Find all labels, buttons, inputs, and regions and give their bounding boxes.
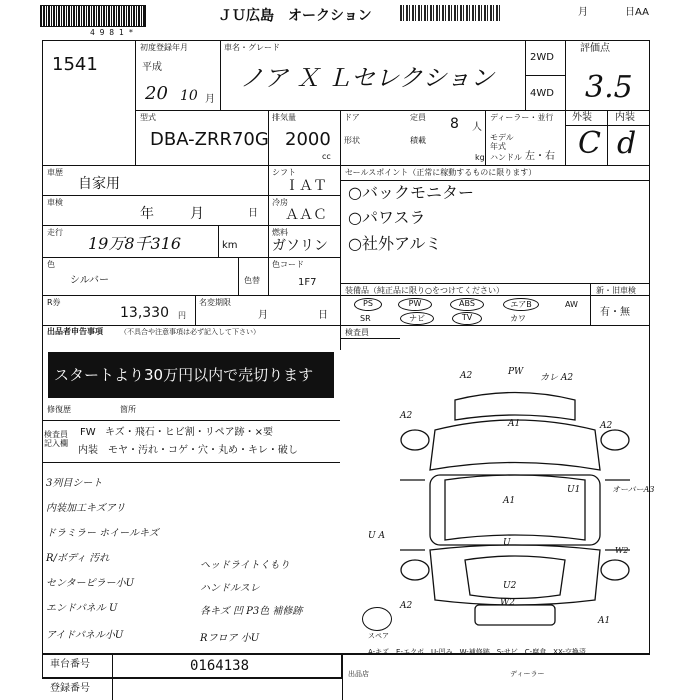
- repair-unit: 箇所: [120, 405, 136, 414]
- equip-abs: ABS: [450, 298, 484, 311]
- tax-month: 月: [258, 310, 268, 321]
- sales-point-item: ○パワスラ: [348, 208, 426, 227]
- shift-value: ＩＡＴ: [285, 178, 327, 194]
- month-value: 10: [180, 88, 198, 104]
- color-number-label: 色替: [244, 276, 260, 285]
- inspection-year: 年: [140, 206, 154, 222]
- divider: [565, 40, 566, 165]
- equip-aw: AW: [565, 300, 578, 309]
- notice-label: 出品者申告事項: [47, 327, 103, 336]
- diagram-label: A1: [503, 496, 516, 506]
- divider: [135, 110, 650, 111]
- divider: [340, 110, 341, 165]
- divider: [135, 40, 136, 165]
- divider: [42, 678, 342, 679]
- lot-number: 1541: [52, 54, 98, 75]
- recycle-label: R券: [47, 298, 61, 307]
- mileage-value: 19万8千316: [88, 234, 182, 253]
- right-note: ハンドルスレ: [200, 583, 260, 594]
- recycle-value: 13,330: [120, 305, 169, 321]
- divider: [607, 110, 608, 165]
- divider: [340, 180, 650, 181]
- diagram-label: U2: [503, 581, 517, 591]
- diagram-label: W2: [500, 598, 515, 608]
- km-unit: km: [222, 240, 238, 251]
- note-line: R/ボディ 汚れ: [46, 553, 110, 564]
- dealer-stamp-label: ディーラー: [510, 670, 545, 678]
- diagram-label: U1: [567, 485, 581, 495]
- divider: [112, 654, 113, 700]
- divider: [268, 110, 269, 165]
- color-code: 1F7: [298, 277, 317, 288]
- capacity-value: 8: [450, 116, 459, 132]
- sales-point-item: ○社外アルミ: [348, 234, 442, 253]
- frame-number: 0164138: [190, 658, 250, 674]
- right-note: Rフロア 小U: [200, 633, 260, 644]
- new-old-value: 有・無: [600, 307, 630, 318]
- first-reg-label: 初度登録年月: [140, 43, 188, 52]
- mileage-label: 走行: [47, 228, 63, 237]
- seller-label: 出品店: [348, 670, 369, 678]
- diagram-label: カレ A2: [540, 373, 574, 383]
- equipment-label: 装備品（純正品に限り○をつけてください）: [345, 286, 504, 295]
- divider: [340, 338, 400, 339]
- start-banner-text: スタートより30万円以内で売切ります: [54, 366, 314, 384]
- registration-label: 登録番号: [50, 683, 90, 694]
- inspection-label: 車検: [47, 198, 63, 207]
- divider: [268, 165, 269, 295]
- exterior-label: 外装: [572, 112, 592, 123]
- note-line: ドラミラー ホイールキズ: [46, 528, 159, 539]
- barcode-box: [40, 5, 146, 27]
- divider: [42, 420, 340, 421]
- diagram-label: PW: [508, 367, 524, 377]
- interior-grade: d: [617, 126, 637, 161]
- shift-label: シフト: [272, 168, 296, 177]
- weight-label: 積載: [410, 136, 426, 145]
- type-label: 型式: [140, 113, 156, 122]
- cc-unit: cc: [322, 152, 331, 161]
- note-line: エンドパネル U: [46, 603, 118, 614]
- handle-label: ハンドル: [490, 153, 522, 162]
- right-note: ヘッドライトくもり: [200, 560, 290, 571]
- interior-items: 内装 モヤ・汚れ・コゲ・穴・丸め・キレ・破し: [78, 445, 298, 456]
- inspector-label: 検査員: [345, 328, 369, 337]
- note-line: センターピラー小U: [46, 578, 135, 589]
- tax-day: 日: [318, 310, 328, 321]
- displacement-label: 排気量: [272, 113, 296, 122]
- diagram-label: U A: [368, 531, 385, 541]
- diagram-label: U: [503, 538, 511, 548]
- diagram-label: オーバーA3: [612, 485, 655, 494]
- stamp-barcode: [400, 5, 500, 21]
- drive-4wd: 4WD: [530, 88, 554, 99]
- model-name: ノア Ｘ Ｌセレクション: [240, 64, 495, 92]
- divider: [342, 654, 343, 700]
- equip-tv: TV: [452, 312, 482, 325]
- divider: [485, 110, 486, 165]
- diagram-label: A2: [460, 371, 473, 381]
- color-code-label: 色コード: [272, 260, 304, 269]
- notice-sub: （不具合や注意事項は必ず記入して下さい）: [120, 328, 260, 336]
- equip-pw: PW: [398, 298, 432, 311]
- era: 平成: [142, 62, 162, 73]
- divider: [195, 295, 196, 325]
- equip-sr: SR: [360, 314, 371, 323]
- checklist-label: 検査員記入欄: [44, 430, 68, 448]
- model-year-label: モデル年式: [490, 133, 514, 151]
- divider: [42, 325, 650, 326]
- capacity-unit: 人: [472, 122, 482, 133]
- spare-tire: [362, 607, 392, 631]
- equip-ps: PS: [354, 298, 382, 311]
- check-items: キズ・飛石・ヒビ割・リペア跡・×要: [105, 427, 273, 438]
- color-label: 色: [47, 260, 55, 269]
- divider: [220, 40, 221, 110]
- divider: [42, 295, 650, 296]
- frame-number-label: 車台番号: [50, 659, 90, 670]
- divider: [340, 283, 650, 284]
- capacity-label: 定員: [410, 113, 426, 122]
- diagram-label: A2: [400, 411, 413, 421]
- divider: [42, 257, 340, 258]
- divider: [590, 283, 591, 325]
- spare-label: スペア: [368, 632, 389, 640]
- door-label: ドア: [344, 113, 360, 122]
- interior-label: 内装: [615, 112, 635, 123]
- diagram-label: A2: [600, 421, 613, 431]
- recycle-unit: 円: [178, 311, 186, 320]
- type-code: DBA-ZRR70G: [150, 129, 269, 150]
- diagram-label: A1: [598, 616, 611, 626]
- year-value: 20: [145, 83, 168, 104]
- month-unit: 月: [205, 94, 215, 105]
- diagram-label: A1: [508, 419, 521, 429]
- auction-title: ＪＵ広島 オークション: [218, 8, 372, 24]
- fuel-label: 燃料: [272, 228, 288, 237]
- divider: [42, 195, 340, 196]
- header-month: 月: [578, 7, 588, 18]
- model-label: 車名・グレード: [224, 43, 280, 52]
- equip-airbag: エアB: [503, 298, 539, 311]
- diagram-label: A2: [400, 601, 413, 611]
- grade-label: 評価点: [580, 43, 610, 54]
- start-banner: [48, 352, 334, 398]
- divider: [238, 257, 239, 295]
- divider: [42, 225, 340, 226]
- exterior-grade: C: [578, 126, 601, 161]
- divider: [42, 165, 650, 166]
- use-label: 車歴: [47, 168, 63, 177]
- repair-label: 修復歴: [47, 405, 71, 414]
- header-day: 日AA: [625, 7, 649, 18]
- divider: [340, 165, 341, 350]
- grade-value: 3.5: [585, 70, 633, 105]
- inspection-day: 日: [248, 208, 258, 219]
- sales-point-item: ○バックモニター: [348, 183, 474, 202]
- shape-label: 形状: [344, 136, 360, 145]
- dealer-label: ディーラー・並行: [490, 113, 554, 122]
- note-line: アイドパネル小U: [46, 630, 124, 641]
- drive-2wd: 2WD: [530, 52, 554, 63]
- equip-kawa: カワ: [510, 314, 526, 323]
- ac-value: ＡＡＣ: [285, 207, 327, 223]
- note-line: 内装加工キズアリ: [46, 503, 126, 514]
- right-note: 各キズ 凹 P3色 補修跡: [200, 606, 303, 617]
- divider: [525, 75, 565, 76]
- damage-legend: A-キズ E-エクボ U-凹み W-補修跡 S-サビ C-腐食 XX-交換済: [368, 648, 586, 656]
- tax-label: 名変期限: [199, 298, 231, 307]
- sales-points-label: セールスポイント（正常に稼動するものに限ります）: [345, 168, 537, 177]
- handle-value: 左・右: [525, 151, 555, 162]
- kg-unit: kg: [475, 153, 485, 162]
- note-line: 3列目シート: [46, 478, 103, 489]
- divider: [218, 225, 219, 257]
- new-old-label: 新・旧車検: [596, 286, 636, 295]
- divider: [42, 462, 340, 463]
- ac-label: 冷房: [272, 198, 288, 207]
- fuel-value: ガソリン: [272, 238, 328, 254]
- diagram-label: W2: [615, 546, 629, 555]
- barcode-number: 4 9 8 1 *: [90, 28, 134, 37]
- displacement-value: 2000: [285, 129, 331, 150]
- use-value: 自家用: [78, 176, 120, 192]
- inspection-month: 月: [190, 206, 204, 222]
- equip-navi: ナビ: [400, 312, 434, 325]
- color-value: シルバー: [70, 275, 110, 286]
- check-fw: FW: [80, 427, 96, 438]
